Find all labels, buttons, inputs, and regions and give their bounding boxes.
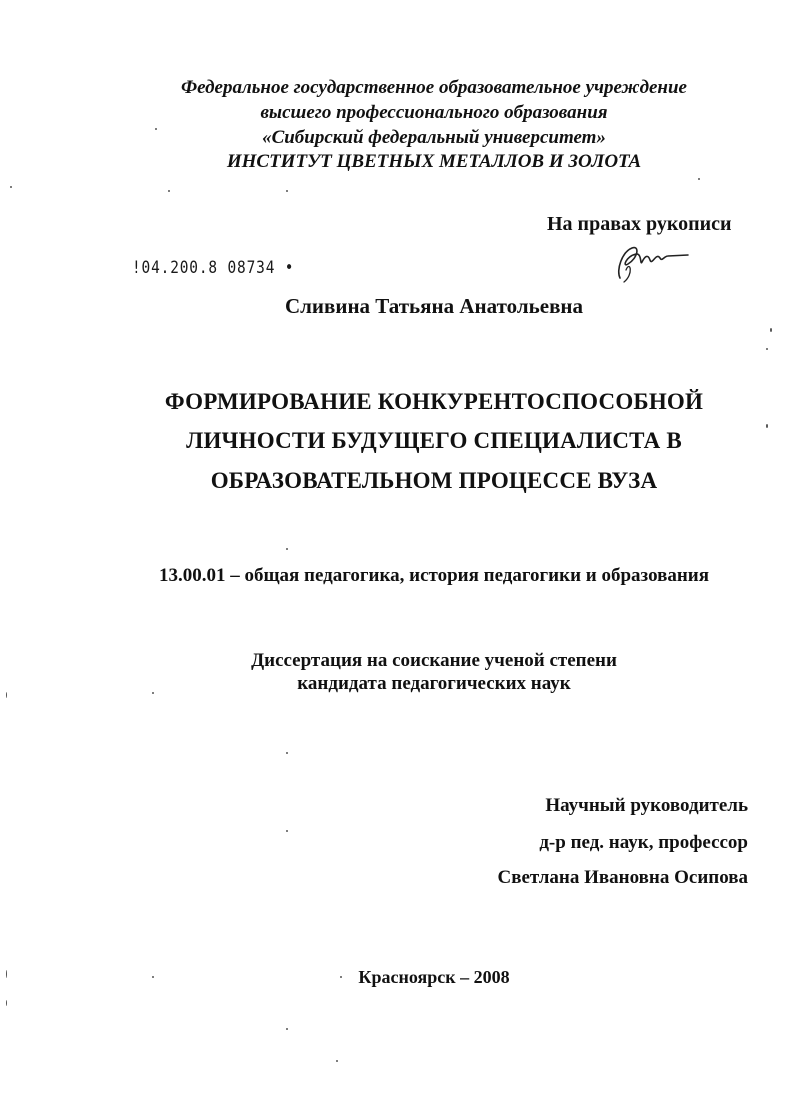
scan-speck	[340, 976, 342, 978]
scan-speck	[770, 328, 772, 332]
scan-speck	[155, 128, 157, 130]
degree-line-1: Диссертация на соискание ученой степени	[251, 650, 617, 671]
institution-line-2: высшего профессионального образования	[260, 102, 608, 123]
registration-stamp: !04.200.8 08734 •	[132, 258, 295, 278]
scan-speck	[286, 752, 288, 754]
scan-speck	[766, 424, 768, 428]
scan-speck	[6, 1000, 7, 1006]
scan-speck	[286, 1028, 288, 1030]
advisor-role: Научный руководитель	[545, 795, 748, 816]
advisor-name: Светлана Ивановна Осипова	[497, 867, 748, 888]
scan-speck	[698, 178, 700, 180]
scan-speck	[10, 186, 12, 188]
scan-speck	[6, 970, 7, 978]
institute-name: ИНСТИТУТ ЦВЕТНЫХ МЕТАЛЛОВ И ЗОЛОТА	[226, 151, 642, 172]
author-name: Сливина Татьяна Анатольевна	[284, 294, 584, 318]
scan-speck	[766, 348, 768, 350]
institution-line-3: «Сибирский федеральный университет»	[262, 127, 606, 148]
title-line-2: ЛИЧНОСТИ БУДУЩЕГО СПЕЦИАЛИСТА В	[186, 428, 682, 453]
signature-icon	[612, 240, 692, 284]
scan-speck	[336, 1060, 338, 1062]
title-line-3: ОБРАЗОВАТЕЛЬНОМ ПРОЦЕССЕ ВУЗА	[210, 468, 658, 493]
manuscript-rights-label: На правах рукописи	[547, 213, 732, 235]
scan-speck	[152, 976, 154, 978]
title-line-1: ФОРМИРОВАНИЕ КОНКУРЕНТОСПОСОБНОЙ	[164, 389, 704, 414]
scan-speck	[168, 190, 170, 192]
scan-speck	[286, 190, 288, 192]
degree-line-2: кандидата педагогических наук	[297, 673, 571, 694]
scan-speck	[152, 692, 154, 694]
specialty-code: 13.00.01 – общая педагогика, история педагогики и образования	[158, 565, 710, 586]
city-year: Красноярск – 2008	[358, 967, 510, 987]
scan-speck	[6, 692, 7, 698]
institution-line-1: Федеральное государственное образовательное учреждение	[181, 77, 687, 98]
scan-speck	[286, 548, 288, 550]
advisor-rank: д-р пед. наук, профессор	[539, 832, 748, 853]
scan-speck	[286, 830, 288, 832]
